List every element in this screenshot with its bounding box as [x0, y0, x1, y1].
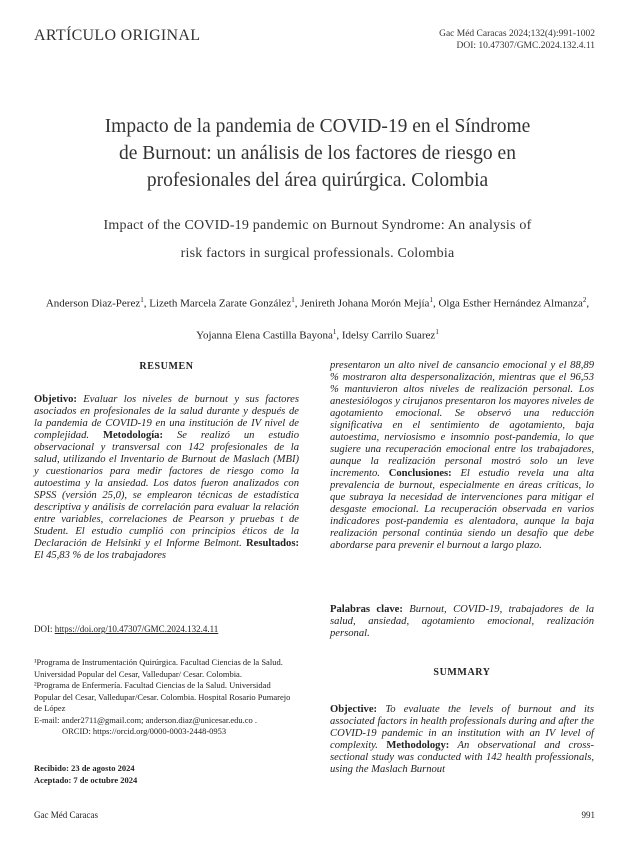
objective-text: To evaluate the levels of burnout and its associated factors in health professionals during and after the COVID-19 pandemic in an institution with an IV level of complexity. — [330, 704, 594, 751]
author-affiliation: 1 — [429, 296, 433, 304]
doi-line — [34, 624, 299, 634]
footer-journal: Gac Méd Caracas — [34, 810, 98, 820]
author-name: Anderson Diaz-Perez — [45, 297, 141, 310]
contact-email: E-mail: ander2711@gmail.com; anderson.diaz@unicesar.edu.co . — [34, 714, 258, 725]
conclusiones-label: Conclusiones: — [388, 468, 452, 479]
doi-label: DOI: — [34, 624, 55, 634]
author-name: Idelsy Carrilo Suarez — [341, 329, 436, 342]
doi-link[interactable]: https://doi.org/10.47307/GMC.2024.132.4.11 — [54, 624, 219, 634]
keywords-label: Palabras clave: — [330, 604, 403, 615]
journal-citation — [439, 28, 595, 52]
resultados-text: El 45,83 % de los trabajadores — [34, 550, 167, 561]
author-name: Yojanna Elena Castilla Bayona — [196, 329, 333, 342]
article-title-spanish — [40, 113, 595, 194]
journal-citation-line: Gac Méd Caracas 2024;132(4):991-1002 — [439, 29, 595, 39]
title-en-line-2: risk factors in surgical professionals. Colombia — [180, 246, 455, 261]
author-name: Olga Esther Hernández Almanza — [438, 297, 583, 310]
objective-label: Objective: — [330, 704, 378, 715]
author-list: Anderson Diaz-Perez$^1$, Lizeth Marcela Zarate González$^1$, Jenireth Johana Morón Mejía$^1$, Olga Esther Hernández Almanza$^2$, Yojanna Elena Castilla Bayona$^1$, Idelsy Carrilo Suarez$^1$ — [45, 296, 590, 342]
resumen-heading: RESUMEN — [139, 361, 194, 372]
summary-body — [330, 704, 594, 776]
orcid: ORCID: https://orcid.org/0000-0003-2448-0953 — [62, 726, 227, 736]
title-es-line-2: de Burnout: un análisis de los factores de riesgo en — [119, 143, 516, 164]
metodologia-text: Se realizó un estudio observacional y transversal con 142 profesionales de la salud, utilizando el Inventario de Burnout de Maslach (MBI) y cuestionarios para medir factores de riesgo como la autoestima y la ansiedad. Los datos fueron analizados con SPSS (versión 25,0), se emplearon técnicas de estadística descriptiva y análisis de correlación para evaluar la relación entre variables, correlaciones de Pearson y pruebas t de Student. El estudio cumplió con principios éticos de la Declaración de Helsinki y el Informe Belmont. — [34, 430, 300, 549]
author-affiliation: 1 — [435, 327, 439, 336]
affiliation-1: ¹Programa de Instrumentación Quirúrgica. Facultad Ciencias de la Salud. Universidad Popular del Cesar, Valledupar/ Cesar. Colombia. — [34, 657, 283, 679]
author-affiliation: 1 — [291, 296, 295, 304]
resultados-label: Resultados: — [246, 538, 299, 549]
accepted-date: Aceptado: 7 de octubre 2024 — [34, 774, 138, 785]
author-affiliation: 1 — [140, 296, 144, 304]
resultados-continued: presentaron un alto nivel de cansancio emocional y el 88,89 % mostraron alta despersonalización, mientras que el 96,53 % mantuvieron altos niveles de realización personal. Los anestesiólogos y cirujanos presentaron los mayores niveles de agotamiento emocional. Se observó una reducción significativa en el sentimiento de agotamiento, baja autoestima, nerviosismo e insomnio post-pandemia, lo que sugiere una recuperación emocional entre los trabajadores, aunque la realización personal mostró solo un leve incremento. — [330, 360, 594, 479]
author-name: Lizeth Marcela Zarate González — [149, 297, 292, 310]
title-en-line-1: Impact of the COVID-19 pandemic on Burnout Syndrome: An analysis of — [103, 218, 532, 233]
affiliation-2: ²Programa de Enfermería. Facultad Ciencias de la Salud. Universidad Popular del Cesar, Valledupar/Cesar. Colombia. Hospital Rosario Pumarejo de López — [34, 680, 291, 713]
author-name: Jenireth Johana Morón Mejía — [300, 297, 430, 310]
resumen-body — [34, 394, 299, 562]
section-label: ARTÍCULO ORIGINAL — [34, 27, 201, 44]
article-title-english — [40, 212, 595, 268]
title-es-line-1: Impacto de la pandemia de COVID-19 en el Síndrome — [104, 116, 531, 137]
dates — [34, 763, 299, 786]
author-affiliation: 1 — [332, 327, 337, 336]
methodology-text: An observational and cross-sectional study was conducted with 142 health professionals, using the Maslach Burnout — [330, 740, 594, 775]
objetivo-label: Objetivo: — [34, 394, 77, 405]
conclusiones-text: El estudio revela una alta prevalencia de burnout, especialmente en áreas críticas, lo que subraya la necesidad de intervenciones para mitigar el desgaste emocional. La recuperación observada en varios indicadores post-pandemia es alentadora, aunque la baja realización personal continúa siendo un desafío que debe abordarse para prevenir el burnout a largo plazo. — [330, 468, 594, 551]
keywords — [330, 604, 594, 640]
received-date: Recibido: 23 de agosto 2024 — [34, 763, 135, 773]
journal-doi: DOI: 10.47307/GMC.2024.132.4.11 — [456, 41, 595, 51]
title-es-line-3: profesionales del área quirúrgica. Colombia — [146, 170, 489, 191]
affiliations — [34, 657, 299, 738]
resumen-continued — [330, 360, 594, 552]
objetivo-text: Evaluar los niveles de burnout y sus factores asociados en profesionales de la salud durante y después de la pandemia de COVID-19 en una institución de IV nivel de complejidad. — [34, 394, 299, 441]
page-number: 991 — [581, 810, 595, 820]
author-affiliation: 2 — [582, 296, 587, 304]
summary-heading: SUMMARY — [433, 667, 491, 678]
methodology-label: Methodology: — [386, 740, 450, 751]
metodologia-label: Metodología: — [102, 430, 164, 441]
keywords-text: Burnout, COVID-19, trabajadores de la salud, ansiedad, agotamiento emocional, realización personal. — [330, 604, 595, 639]
